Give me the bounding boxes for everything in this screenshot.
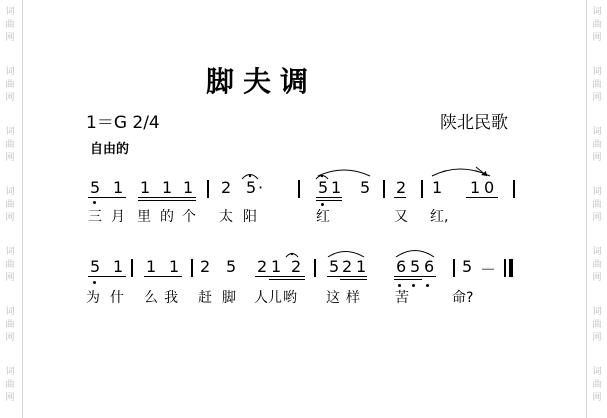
lyric: 红,	[430, 209, 449, 225]
note: 2	[200, 257, 211, 276]
watermark-char: 网	[592, 33, 602, 43]
note: 2	[221, 178, 232, 197]
lyric: 又	[394, 209, 408, 225]
lyric: 脚	[222, 290, 236, 306]
lyric: 么	[144, 290, 158, 306]
watermark-char: 网	[5, 333, 15, 343]
fermata-dot	[291, 253, 293, 255]
note: 2	[396, 178, 407, 197]
watermark-char: 网	[592, 153, 602, 163]
lyric: 命?	[452, 290, 474, 306]
watermark-char: 曲	[5, 320, 15, 330]
watermark-char: 网	[592, 393, 602, 403]
watermark-char: 词	[5, 307, 15, 317]
note: 1	[113, 178, 124, 197]
note: 1	[162, 178, 173, 197]
watermark-char: 曲	[5, 200, 15, 210]
watermark-char: 词	[5, 367, 15, 377]
watermark-char: 词	[592, 247, 602, 257]
note: 5	[360, 178, 371, 197]
watermark-char: 曲	[592, 140, 602, 150]
watermark-char: 曲	[592, 200, 602, 210]
note: 1	[356, 257, 367, 276]
lyric: 阳	[243, 209, 257, 225]
lyric: 为	[86, 290, 100, 306]
watermark-char: 词	[5, 187, 15, 197]
watermark-char: 词	[592, 127, 602, 137]
note: 0	[484, 178, 495, 197]
note: 5	[226, 257, 237, 276]
lyric: 太	[219, 209, 233, 225]
note: 6	[396, 257, 407, 276]
note: 1	[432, 178, 443, 197]
lyric: 这	[326, 290, 340, 306]
note: 1	[331, 178, 342, 197]
watermark-char: 词	[592, 187, 602, 197]
watermark-char: 网	[592, 273, 602, 283]
note: 1	[140, 178, 151, 197]
watermark-char: 词	[592, 7, 602, 17]
lyric: 个	[182, 209, 196, 225]
lyric: 样	[346, 290, 360, 306]
watermark-char: 曲	[5, 380, 15, 390]
watermark-char: 词	[5, 247, 15, 257]
watermark-char: 网	[5, 93, 15, 103]
note: 6	[424, 257, 435, 276]
lyric: 什	[110, 290, 124, 306]
watermark-char: 曲	[5, 140, 15, 150]
watermark-char: 曲	[592, 20, 602, 30]
watermark-char: 词	[5, 127, 15, 137]
watermark-char: 词	[592, 307, 602, 317]
watermark-char: 曲	[5, 260, 15, 270]
note: 5	[90, 178, 101, 197]
lyric: 我	[164, 290, 178, 306]
slur-mark	[318, 170, 370, 176]
note: 5	[246, 178, 257, 197]
note: 5	[410, 257, 421, 276]
lyric: 红	[316, 209, 330, 225]
lyric: 儿	[268, 290, 282, 306]
lyric: 的	[160, 209, 174, 225]
tempo-marking: 自由的	[90, 142, 130, 157]
extension-dash: －	[480, 260, 497, 279]
note: 1	[183, 178, 194, 197]
lyric: 哟	[283, 290, 297, 306]
note: 5	[329, 257, 340, 276]
watermark-char: 曲	[5, 80, 15, 90]
note: 1	[113, 257, 124, 276]
watermark-char: 词	[5, 67, 15, 77]
song-title: 脚夫调	[206, 65, 318, 98]
watermark-char: 网	[592, 333, 602, 343]
note: 1	[146, 257, 157, 276]
note: 2	[257, 257, 268, 276]
note: 1	[271, 257, 282, 276]
watermark-char: 曲	[592, 80, 602, 90]
note: 2	[291, 257, 302, 276]
watermark-char: 词	[592, 67, 602, 77]
note: 5	[90, 257, 101, 276]
watermark-char: 曲	[592, 380, 602, 390]
lyric: 人	[254, 290, 268, 306]
note: 1	[169, 257, 180, 276]
fermata-dot	[321, 175, 323, 177]
watermark-char: 网	[5, 153, 15, 163]
song-attribution: 陕北民歌	[440, 113, 508, 133]
augmentation-dot: ·	[258, 178, 264, 197]
fermata-dot	[249, 175, 251, 177]
watermark-char: 网	[5, 213, 15, 223]
watermark-char: 网	[5, 393, 15, 403]
watermark-char: 网	[5, 33, 15, 43]
watermark-char: 网	[592, 213, 602, 223]
note: 2	[342, 257, 353, 276]
lyric: 里	[137, 209, 151, 225]
watermark-char: 词	[592, 367, 602, 377]
watermark-char: 词	[5, 7, 15, 17]
slur-mark	[328, 252, 364, 258]
note: 5	[462, 257, 473, 276]
lyric: 赶	[198, 290, 212, 306]
note: 1	[470, 178, 481, 197]
lyric: 三	[88, 209, 102, 225]
watermark-char: 曲	[592, 260, 602, 270]
watermark-char: 曲	[592, 320, 602, 330]
watermark-char: 网	[5, 273, 15, 283]
key-signature: 1＝G 2/4	[86, 113, 160, 133]
watermark-char: 网	[592, 93, 602, 103]
lyric: 苦	[395, 290, 409, 306]
slur-mark	[396, 251, 434, 258]
lyric: 月	[111, 209, 125, 225]
note: 5	[318, 178, 329, 197]
watermark-char: 曲	[5, 20, 15, 30]
